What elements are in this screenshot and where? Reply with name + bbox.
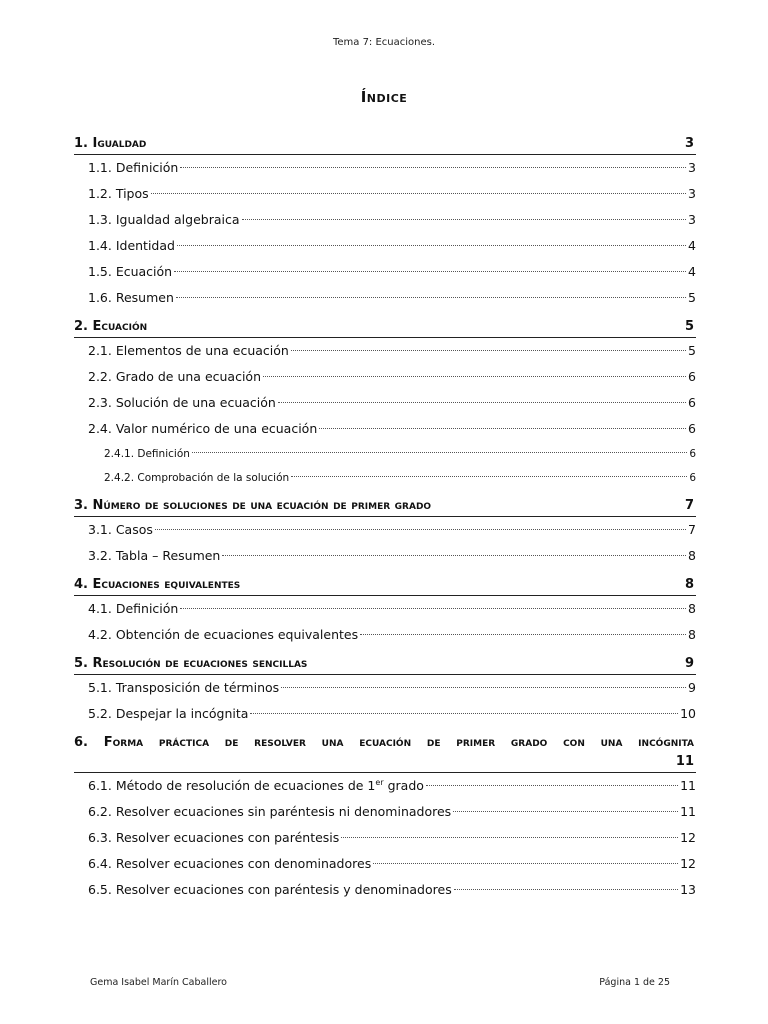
- toc-entry[interactable]: [74, 338, 696, 364]
- toc-entry-page: 3: [688, 160, 696, 175]
- toc-entry-page: 5: [688, 343, 696, 358]
- toc-entry[interactable]: [74, 675, 696, 701]
- dot-leader: [319, 428, 686, 429]
- toc-section-title: 6. Forma práctica de resolver una ecuación de primer grado con una incógnita: [74, 735, 694, 750]
- toc-entry-page: 11: [680, 778, 696, 793]
- toc-entry-page: 6: [689, 448, 696, 460]
- toc-entry-page: 4: [688, 238, 696, 253]
- toc-entry[interactable]: [74, 442, 696, 466]
- toc-entry-page: 3: [688, 186, 696, 201]
- dot-leader: [291, 350, 686, 351]
- toc-entry-page: 10: [680, 706, 696, 721]
- toc-entry-text: 1.5. Ecuación: [88, 264, 173, 279]
- dot-leader: [180, 167, 686, 168]
- toc-section[interactable]: [74, 132, 696, 155]
- toc-entry-text: 1.3. Igualdad algebraica: [88, 212, 240, 227]
- toc-entry-page: 11: [680, 804, 696, 819]
- dot-leader: [151, 193, 686, 194]
- toc-entry-title: [88, 207, 240, 233]
- toc-entry-title: [88, 543, 220, 569]
- dot-leader: [222, 555, 686, 556]
- toc-section[interactable]: [74, 573, 696, 596]
- toc-entry[interactable]: [74, 364, 696, 390]
- dot-leader: [250, 713, 678, 714]
- toc-entry-text: 2.3. Solución de una ecuación: [88, 395, 276, 410]
- toc-entry-title: [88, 596, 178, 622]
- toc-entry-text: 4.2. Obtención de ecuaciones equivalentes: [88, 627, 359, 642]
- toc-section-title: 3. Número de soluciones de una ecuación de primer grado: [74, 498, 432, 513]
- dot-leader: [177, 245, 686, 246]
- dot-leader: [180, 608, 686, 609]
- toc-entry-text: 3.2. Tabla – Resumen: [88, 548, 221, 563]
- toc-entry[interactable]: [74, 390, 696, 416]
- toc-entry-page: 8: [688, 627, 696, 642]
- toc-entry-title: [88, 701, 248, 727]
- toc-entry-title: [88, 364, 261, 390]
- toc-entry-text: 2.4. Valor numérico de una ecuación: [88, 421, 318, 436]
- toc-entry-title: [88, 851, 371, 877]
- toc-entry[interactable]: [74, 596, 696, 622]
- toc-entry-text-suffix: grado: [383, 778, 424, 793]
- toc-entry[interactable]: [74, 799, 696, 825]
- dot-leader: [360, 634, 686, 635]
- toc-entry-page: 7: [688, 522, 696, 537]
- toc-section-title: 1. Igualdad: [74, 136, 147, 151]
- toc-entry-page: 6: [688, 421, 696, 436]
- toc-entry-text: 1.4. Identidad: [88, 238, 175, 253]
- toc-entry-page: 9: [688, 680, 696, 695]
- toc-section[interactable]: [74, 494, 696, 517]
- toc-section-title: 2. Ecuación: [74, 319, 148, 334]
- toc-entry-page: 13: [680, 882, 696, 897]
- toc-entry[interactable]: [74, 233, 696, 259]
- toc-entry[interactable]: [74, 773, 696, 799]
- dot-leader: [263, 376, 686, 377]
- toc-entry-page: 8: [688, 548, 696, 563]
- toc-entry-page: 8: [688, 601, 696, 616]
- toc-section[interactable]: [74, 315, 696, 338]
- footer-page-number: Página 1 de 25: [599, 977, 670, 988]
- dot-leader: [453, 811, 678, 812]
- toc-entry-title: [88, 181, 149, 207]
- toc-entry[interactable]: [74, 543, 696, 569]
- toc-section-page: 5: [684, 319, 694, 334]
- toc-entry-title: [88, 390, 276, 416]
- dot-leader: [192, 452, 687, 453]
- toc-entry[interactable]: [74, 701, 696, 727]
- toc-entry[interactable]: [74, 851, 696, 877]
- toc-section-page: 7: [684, 498, 694, 513]
- toc-entry-text: 6.3. Resolver ecuaciones con paréntesis: [88, 830, 340, 845]
- dot-leader: [176, 297, 686, 298]
- toc-entry[interactable]: [74, 181, 696, 207]
- toc-section-title: 4. Ecuaciones equivalentes: [74, 577, 241, 592]
- toc-entry-title: [88, 517, 153, 543]
- toc-entry-title: [88, 773, 424, 799]
- toc-entry-page: 12: [680, 830, 696, 845]
- toc-entry-title: [88, 285, 174, 311]
- toc-entry-title: [88, 877, 452, 903]
- toc-entry-title: [88, 233, 175, 259]
- toc-entry-page: 3: [688, 212, 696, 227]
- toc-entry-title: [88, 338, 289, 364]
- page-title: Índice: [360, 88, 408, 106]
- toc-entry-title: [88, 259, 172, 285]
- toc-entry-text: 6.5. Resolver ecuaciones con paréntesis y denominadores: [88, 882, 452, 897]
- toc-section-page: 8: [684, 577, 694, 592]
- toc-entry[interactable]: [74, 877, 696, 903]
- toc-entry-text: 6.4. Resolver ecuaciones con denominadores: [88, 856, 372, 871]
- toc-entry[interactable]: [74, 207, 696, 233]
- toc-entry-text: 1.6. Resumen: [88, 290, 174, 305]
- toc-entry-text: 2.4.2. Comprobación de la solución: [104, 472, 290, 484]
- toc-section-title: 5. Resolución de ecuaciones sencillas: [74, 656, 308, 671]
- toc-entry[interactable]: [74, 259, 696, 285]
- dot-leader: [278, 402, 686, 403]
- dot-leader: [454, 889, 678, 890]
- table-of-contents: [74, 128, 696, 903]
- toc-entry-page: 6: [688, 395, 696, 410]
- toc-section[interactable]: [74, 652, 696, 675]
- toc-entry-text: 5.1. Transposición de términos: [88, 680, 280, 695]
- dot-leader: [291, 476, 687, 477]
- toc-entry[interactable]: [74, 825, 696, 851]
- toc-entry-title: [88, 155, 178, 181]
- dot-leader: [426, 785, 678, 786]
- toc-entry-text: 4.1. Definición: [88, 601, 179, 616]
- toc-entry-title: [88, 799, 451, 825]
- toc-entry[interactable]: [74, 285, 696, 311]
- toc-section-page: 9: [684, 656, 694, 671]
- toc-entry-page: 12: [680, 856, 696, 871]
- dot-leader: [341, 837, 678, 838]
- toc-section-page: 3: [684, 136, 694, 151]
- toc-entry-title: [88, 622, 358, 648]
- page-header: Tema 7: Ecuaciones.: [332, 37, 436, 48]
- toc-entry-title: [88, 825, 339, 851]
- toc-section[interactable]: [74, 731, 696, 773]
- toc-entry[interactable]: [74, 416, 696, 442]
- toc-entry[interactable]: [74, 517, 696, 543]
- toc-entry-page: 5: [688, 290, 696, 305]
- toc-entry[interactable]: [74, 155, 696, 181]
- dot-leader: [174, 271, 686, 272]
- toc-entry-text: 2.2. Grado de una ecuación: [88, 369, 262, 384]
- dot-leader: [281, 687, 686, 688]
- dot-leader: [373, 863, 678, 864]
- toc-entry-text: 1.2. Tipos: [88, 186, 149, 201]
- toc-entry-title: [88, 675, 279, 701]
- toc-entry-page: 4: [688, 264, 696, 279]
- dot-leader: [242, 219, 687, 220]
- toc-entry-text: 2.1. Elementos de una ecuación: [88, 343, 289, 358]
- toc-entry-title: [104, 442, 190, 466]
- toc-entry-title: [104, 466, 289, 490]
- toc-section-page: 11: [675, 754, 694, 769]
- superscript: er: [375, 777, 384, 787]
- toc-entry-title: [88, 416, 317, 442]
- footer-author: Gema Isabel Marín Caballero: [90, 977, 227, 988]
- toc-entry-page: 6: [688, 369, 696, 384]
- toc-entry-text: 5.2. Despejar la incógnita: [88, 706, 249, 721]
- toc-entry[interactable]: [74, 466, 696, 490]
- toc-entry-text: 6.1. Método de resolución de ecuaciones de 1: [88, 778, 376, 793]
- toc-entry-text: 1.1. Definición: [88, 160, 179, 175]
- toc-entry-text: 2.4.1. Definición: [104, 448, 190, 460]
- toc-entry[interactable]: [74, 622, 696, 648]
- dot-leader: [155, 529, 686, 530]
- toc-entry-text: 6.2. Resolver ecuaciones sin paréntesis ni denominadores: [88, 804, 452, 819]
- toc-entry-text: 3.1. Casos: [88, 522, 153, 537]
- toc-entry-page: 6: [689, 472, 696, 484]
